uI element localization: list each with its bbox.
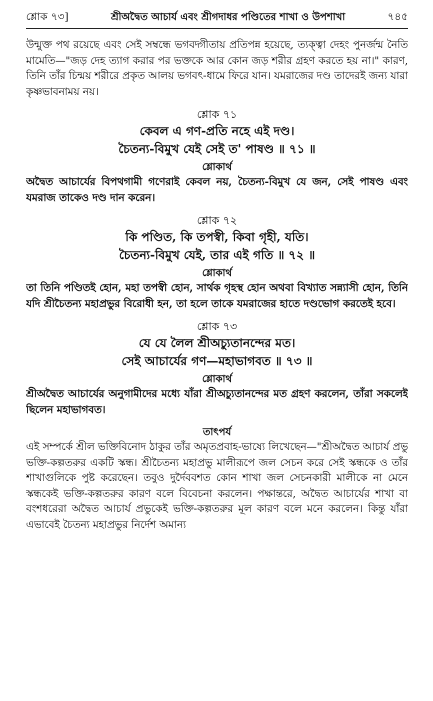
verse-number: শ্লোক ৭১ (196, 108, 238, 121)
verse-line: কি পণ্ডিত, কি তপস্বী, কিবা গৃহী, যতি। (125, 230, 309, 244)
translation-heading: শ্লোকার্থ (202, 162, 232, 173)
header-chapter-title: শ্রীঅদ্বৈত আচার্য এবং শ্রীগদাধর পণ্ডিতের শাখা ও উপশাখা (110, 12, 346, 23)
verse-line: চৈতন্য-বিমুখ যেই সেই ত' পাষণ্ড ॥ ৭১ ॥ (118, 142, 316, 156)
verse-line: যে যে লৈল শ্রীঅচ্যুতানন্দের মত। (138, 336, 296, 350)
book-page (26, 10, 408, 694)
purport-heading: তাৎপর্য (202, 427, 232, 438)
verse-block-73 (26, 319, 408, 418)
translation-text: শ্রীঅদ্বৈত আচার্যের অনুগামীদের মধ্যে যাঁরা শ্রীঅচ্যুতানন্দের মত গ্রহণ করলেন, তাঁরা সকলেই ছিলেন মহাভাগবত। (26, 388, 408, 416)
intro-paragraph: উন্মুক্ত পথ রয়েছে এবং সেই সম্বন্ধে ভগবদ্গীতায় প্রতিপন্ন হয়েছে, ত্যক্ত্বা দেহং পুনর্জন্ম নৈতি মামেতি—"জড় দেহ ত্যাগ করার পর ভক্তকে আর কোন জড় শরীর গ্রহণ করতে হয় না।" কারণ, তিনি তাঁর চিন্ময় শরীরে প্রকৃত আলয় ভগবৎ-ধামে ফিরে যান। যমরাজের দণ্ড তাদেরই জন্য যারা কৃষ্ণভাবনাময় নয়। (26, 39, 408, 98)
verse-number: শ্লোক ৭২ (196, 214, 238, 227)
header-verse-ref: শ্লোক ৭৩] (26, 11, 69, 23)
verse-line: সেই আচার্যের গণ—মহাভাগবত ॥ ৭৩ ॥ (121, 354, 313, 368)
verse-line: চৈতন্য-বিমুখ যেই, তার এই গতি ॥ ৭২ ॥ (119, 248, 315, 262)
verse-number: শ্লোক ৭৩ (196, 320, 238, 333)
translation-text: অদ্বৈত আচার্যের বিপথগামী গণেরাই কেবল নয়, চৈতন্য-বিমুখ যে জন, সেই পাষণ্ড এবং যমরাজ তাকেও দণ্ড দান করেন। (26, 176, 408, 204)
page-number: ৭৪৫ (387, 11, 408, 23)
page-header (26, 10, 408, 29)
translation-heading: শ্লোকার্থ (202, 374, 232, 385)
purport-text: এই সম্পর্কে শ্রীল ভক্তিবিনোদ ঠাকুর তাঁর অমৃতপ্রবাহ-ভাষ্যে লিখেছেন—"শ্রীঅদ্বৈত আচার্য প্রভু ভক্তি-কল্পতরুর একটি স্কন্ধ। শ্রীচৈতন্য মহাপ্রভু মালীরূপে জল সেচন করে সেই স্কন্ধকে ও তাঁর শাখাগুলিকে পুষ্ট করেছেন। তবুও দুর্দৈববশত কোন শাখা জল সেচনকারী মালীকে না মেনে স্কন্ধকেই ভক্তি-কল্পতরুর কারণ বলে বিবেচনা করলেন। পক্ষান্তরে, অদ্বৈত আচার্যের শাখা বা বংশধরেরা অদ্বৈত আচার্য প্রভুকেই ভক্তি-কল্পতরুর মূল কারণ বলে মনে করলেন। কিন্তু যাঁরা এভাবেই চৈতন্য মহাপ্রভুর নির্দেশ অমান্য (26, 441, 408, 531)
purport-block (26, 426, 408, 533)
verse-line: কেবল এ গণ-প্রতি নহে এই দণ্ড। (139, 124, 295, 138)
verse-block-72 (26, 213, 408, 312)
verse-block-71 (26, 107, 408, 206)
translation-text: তা তিনি পণ্ডিতই হোন, মহা তপস্বী হোন, সার্থক গৃহস্থ হোন অথবা বিখ্যাত সন্ন্যাসী হোন, তিনি যদি শ্রীচৈতন্য মহাপ্রভুর বিরোধী হন, তা হলে তাকে যমরাজের হাতে দণ্ডভোগ করতেই হবে। (26, 282, 408, 310)
translation-heading: শ্লোকার্থ (202, 268, 232, 279)
